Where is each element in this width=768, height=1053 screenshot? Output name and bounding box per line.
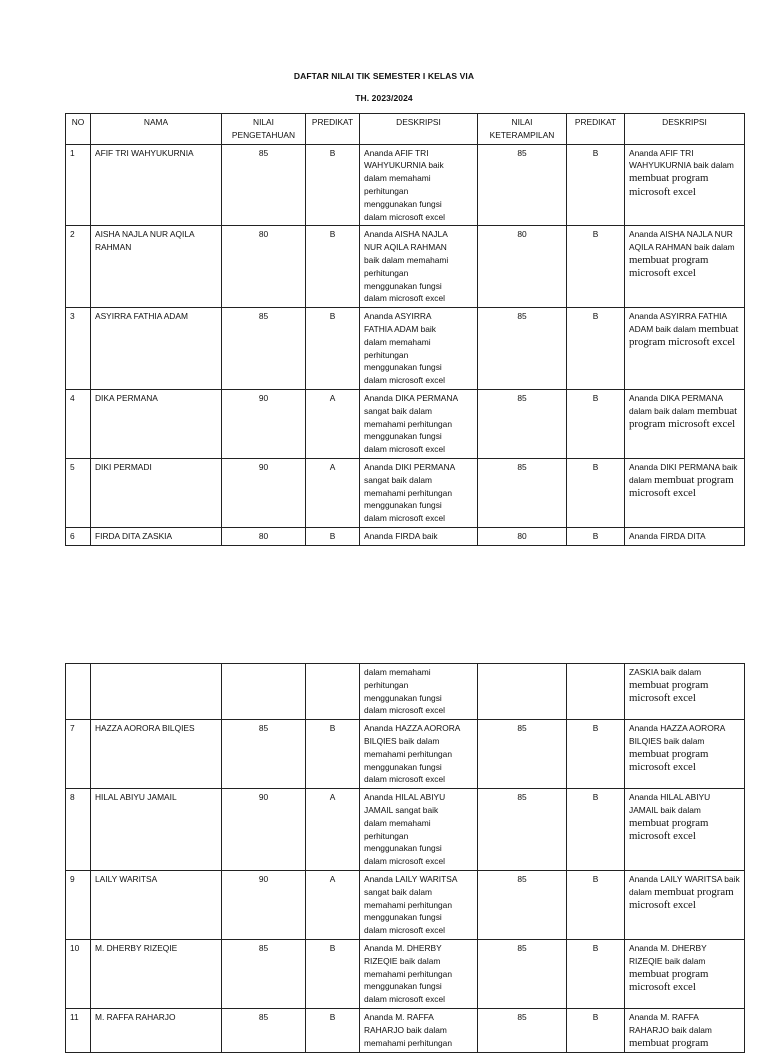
cell-nilai-keterampilan: 85	[478, 458, 567, 527]
cell-nilai-pengetahuan: 90	[222, 870, 306, 939]
cell-deskripsi-pengetahuan	[360, 720, 478, 789]
cell-deskripsi-keterampilan	[625, 458, 745, 527]
cell-nama: DIKA PERMANA	[91, 389, 222, 458]
cell-nama: M. DHERBY RIZEQIE	[91, 939, 222, 1008]
deskripsi-pengetahuan-line: menggunakan fungsi	[364, 843, 442, 854]
deskripsi-pengetahuan-line: memahami perhitungan	[364, 968, 452, 979]
deskripsi-pengetahuan-line: dalam memahami	[364, 173, 431, 184]
cell-nilai-pengetahuan: 90	[222, 789, 306, 871]
deskripsi-keterampilan-intro: Ananda FIRDA DITA	[629, 530, 706, 541]
deskripsi-pengetahuan-line: Ananda FIRDA baik	[364, 530, 438, 541]
deskripsi-keterampilan-detail: membuat program microsoft excel	[629, 404, 738, 431]
cell-deskripsi-keterampilan	[625, 1008, 745, 1052]
cell-deskripsi-keterampilan	[625, 720, 745, 789]
deskripsi-pengetahuan-line: RAHARJO baik dalam	[364, 1024, 447, 1035]
cell-nama: AISHA NAJLA NUR AQILA RAHMAN	[91, 226, 222, 308]
cell-nilai-pengetahuan	[222, 664, 306, 720]
cell-nilai-pengetahuan: 80	[222, 527, 306, 545]
table-row	[66, 458, 745, 527]
header-predikat-1: PREDIKAT	[306, 114, 360, 145]
cell-predikat-keterampilan	[567, 664, 625, 720]
cell-deskripsi-pengetahuan	[360, 389, 478, 458]
cell-nilai-keterampilan: 85	[478, 720, 567, 789]
cell-no: 1	[66, 144, 91, 226]
cell-nilai-pengetahuan: 90	[222, 458, 306, 527]
deskripsi-keterampilan-intro: Ananda DIKA PERMANA dalam baik dalam	[629, 392, 723, 416]
deskripsi-pengetahuan-line: baik dalam memahami	[364, 254, 449, 265]
cell-deskripsi-pengetahuan	[360, 226, 478, 308]
deskripsi-pengetahuan-line: Ananda HAZZA AORORA	[364, 723, 461, 734]
deskripsi-keterampilan-detail: membuat program microsoft excel	[629, 253, 709, 280]
cell-predikat-keterampilan: B	[567, 939, 625, 1008]
cell-no: 7	[66, 720, 91, 789]
deskripsi-keterampilan-intro: Ananda AFIF TRI WAHYUKURNIA baik dalam	[629, 147, 734, 171]
deskripsi-pengetahuan-line: dalam microsoft excel	[364, 994, 445, 1005]
deskripsi-pengetahuan-line: FATHIA ADAM baik	[364, 323, 436, 334]
table-row	[66, 527, 745, 545]
deskripsi-keterampilan-detail: membuat program microsoft excel	[629, 322, 739, 349]
cell-nilai-keterampilan: 85	[478, 789, 567, 871]
deskripsi-pengetahuan-line: dalam microsoft excel	[364, 293, 445, 304]
cell-no: 6	[66, 527, 91, 545]
cell-predikat-pengetahuan: B	[306, 720, 360, 789]
deskripsi-pengetahuan-line: menggunakan fungsi	[364, 431, 442, 442]
deskripsi-pengetahuan-line: Ananda LAILY WARITSA	[364, 873, 458, 884]
cell-deskripsi-pengetahuan	[360, 458, 478, 527]
deskripsi-pengetahuan-line: Ananda DIKA PERMANA	[364, 392, 459, 403]
cell-predikat-pengetahuan: B	[306, 144, 360, 226]
cell-predikat-keterampilan: B	[567, 458, 625, 527]
cell-no: 8	[66, 789, 91, 871]
deskripsi-pengetahuan-line: Ananda HILAL ABIYU	[364, 792, 446, 803]
cell-no: 3	[66, 308, 91, 390]
cell-nama: HILAL ABIYU JAMAIL	[91, 789, 222, 871]
cell-deskripsi-keterampilan	[625, 226, 745, 308]
deskripsi-pengetahuan-line: Ananda M. RAFFA	[364, 1011, 434, 1022]
deskripsi-keterampilan-detail: membuat program microsoft excel	[629, 678, 709, 705]
cell-deskripsi-pengetahuan	[360, 1008, 478, 1052]
deskripsi-pengetahuan-line: menggunakan fungsi	[364, 198, 442, 209]
grade-table-page-1	[65, 113, 745, 546]
cell-deskripsi-pengetahuan	[360, 789, 478, 871]
cell-predikat-keterampilan: B	[567, 789, 625, 871]
cell-predikat-pengetahuan: B	[306, 308, 360, 390]
deskripsi-keterampilan-detail: membuat program microsoft excel	[629, 473, 734, 500]
deskripsi-keterampilan-intro: Ananda M. RAFFA RAHARJO baik dalam	[629, 1011, 712, 1035]
deskripsi-pengetahuan-line: dalam microsoft excel	[364, 856, 445, 867]
table-row	[66, 1008, 745, 1052]
deskripsi-pengetahuan-line: dalam microsoft excel	[364, 375, 445, 386]
header-no: NO	[66, 114, 91, 145]
deskripsi-pengetahuan-line: perhitungan	[364, 185, 409, 196]
deskripsi-pengetahuan-line: perhitungan	[364, 267, 409, 278]
deskripsi-pengetahuan-line: Ananda AISHA NAJLA	[364, 229, 448, 240]
deskripsi-pengetahuan-line: sangat baik dalam	[364, 886, 432, 897]
deskripsi-pengetahuan-line: memahami perhitungan	[364, 418, 452, 429]
cell-deskripsi-pengetahuan	[360, 308, 478, 390]
cell-predikat-keterampilan: B	[567, 527, 625, 545]
cell-predikat-pengetahuan: B	[306, 527, 360, 545]
deskripsi-pengetahuan-line: Ananda ASYIRRA	[364, 311, 432, 322]
cell-predikat-pengetahuan: A	[306, 458, 360, 527]
table-row	[66, 308, 745, 390]
deskripsi-pengetahuan-line: menggunakan fungsi	[364, 692, 442, 703]
deskripsi-pengetahuan-line: dalam microsoft excel	[364, 774, 445, 785]
cell-deskripsi-keterampilan	[625, 939, 745, 1008]
cell-nilai-pengetahuan: 85	[222, 939, 306, 1008]
header-nilai-pengetahuan-line: NILAI	[253, 117, 274, 127]
cell-nilai-pengetahuan: 85	[222, 1008, 306, 1052]
deskripsi-pengetahuan-line: menggunakan fungsi	[364, 912, 442, 923]
document-title: DAFTAR NILAI TIK SEMESTER I KELAS VIA	[293, 71, 475, 81]
cell-no: 5	[66, 458, 91, 527]
table-row	[66, 226, 745, 308]
document-year: TH. 2023/2024	[355, 93, 413, 103]
cell-nilai-pengetahuan: 85	[222, 308, 306, 390]
deskripsi-pengetahuan-line: sangat baik dalam	[364, 474, 432, 485]
deskripsi-pengetahuan-line: menggunakan fungsi	[364, 362, 442, 373]
cell-predikat-keterampilan: B	[567, 144, 625, 226]
deskripsi-keterampilan-detail: membuat program microsoft excel	[629, 172, 709, 198]
cell-deskripsi-keterampilan	[625, 389, 745, 458]
cell-deskripsi-pengetahuan	[360, 939, 478, 1008]
header-nilai-pengetahuan-line: PENGETAHUAN	[231, 129, 296, 140]
cell-predikat-keterampilan: B	[567, 389, 625, 458]
cell-no: 4	[66, 389, 91, 458]
cell-no: 10	[66, 939, 91, 1008]
cell-nilai-pengetahuan: 90	[222, 389, 306, 458]
cell-predikat-pengetahuan: B	[306, 939, 360, 1008]
cell-no: 11	[66, 1008, 91, 1052]
cell-nilai-keterampilan: 85	[478, 1008, 567, 1052]
cell-nilai-pengetahuan: 80	[222, 226, 306, 308]
deskripsi-keterampilan-intro: Ananda HAZZA AORORA BILQIES baik dalam	[629, 723, 725, 746]
deskripsi-pengetahuan-line: WAHYUKURNIA baik	[364, 160, 444, 171]
deskripsi-keterampilan-detail: membuat program microsoft excel	[629, 816, 709, 843]
cell-predikat-pengetahuan: A	[306, 870, 360, 939]
cell-predikat-keterampilan: B	[567, 308, 625, 390]
deskripsi-pengetahuan-line: dalam memahami	[364, 817, 431, 828]
deskripsi-pengetahuan-line: dalam microsoft excel	[364, 444, 445, 455]
cell-predikat-keterampilan: B	[567, 1008, 625, 1052]
cell-nilai-pengetahuan: 85	[222, 720, 306, 789]
cell-nilai-keterampilan	[478, 664, 567, 720]
cell-nilai-keterampilan: 85	[478, 939, 567, 1008]
table-row	[66, 939, 745, 1008]
header-nama: NAMA	[91, 114, 222, 145]
deskripsi-pengetahuan-line: menggunakan fungsi	[364, 981, 442, 992]
deskripsi-keterampilan-intro: Ananda DIKI PERMANA baik dalam	[629, 461, 738, 485]
deskripsi-pengetahuan-line: memahami perhitungan	[364, 487, 452, 498]
deskripsi-keterampilan-detail: membuat program microsoft excel	[629, 747, 709, 774]
cell-nilai-keterampilan: 85	[478, 144, 567, 226]
deskripsi-pengetahuan-line: Ananda AFIF TRI	[364, 147, 429, 158]
deskripsi-pengetahuan-line: memahami perhitungan	[364, 899, 452, 910]
header-predikat-2: PREDIKAT	[567, 114, 625, 145]
cell-predikat-pengetahuan: A	[306, 789, 360, 871]
deskripsi-pengetahuan-line: Ananda DIKI PERMANA	[364, 461, 456, 472]
cell-nama: ASYIRRA FATHIA ADAM	[91, 308, 222, 390]
cell-nilai-keterampilan: 85	[478, 308, 567, 390]
cell-predikat-pengetahuan: B	[306, 226, 360, 308]
deskripsi-keterampilan-intro: ZASKIA baik dalam	[629, 667, 702, 677]
deskripsi-pengetahuan-line: BILQIES baik dalam	[364, 735, 440, 746]
cell-deskripsi-pengetahuan	[360, 870, 478, 939]
deskripsi-keterampilan-detail: membuat program microsoft excel	[629, 967, 709, 994]
header-deskripsi-2: DESKRIPSI	[625, 114, 745, 145]
deskripsi-pengetahuan-line: dalam microsoft excel	[364, 925, 445, 936]
deskripsi-pengetahuan-line: menggunakan fungsi	[364, 761, 442, 772]
cell-deskripsi-keterampilan	[625, 870, 745, 939]
cell-deskripsi-keterampilan	[625, 308, 745, 390]
deskripsi-pengetahuan-line: dalam memahami	[364, 336, 431, 347]
cell-nama: FIRDA DITA ZASKIA	[91, 527, 222, 545]
deskripsi-pengetahuan-line: JAMAIL sangat baik	[364, 804, 439, 815]
deskripsi-pengetahuan-line: perhitungan	[364, 349, 409, 360]
deskripsi-pengetahuan-line: perhitungan	[364, 679, 409, 690]
deskripsi-pengetahuan-line: memahami perhitungan	[364, 1037, 452, 1048]
cell-no: 2	[66, 226, 91, 308]
deskripsi-pengetahuan-line: dalam microsoft excel	[364, 513, 445, 524]
cell-nama: DIKI PERMADI	[91, 458, 222, 527]
deskripsi-keterampilan-intro: Ananda ASYIRRA FATHIA ADAM baik dalam	[629, 311, 727, 334]
table-row	[66, 664, 745, 720]
header-row	[66, 114, 745, 145]
cell-nilai-pengetahuan: 85	[222, 144, 306, 226]
cell-nama	[91, 664, 222, 720]
grade-table-page-2	[65, 663, 745, 1053]
header-nilai-keterampilan-line: KETERAMPILAN	[489, 129, 555, 140]
deskripsi-pengetahuan-line: Ananda M. DHERBY	[364, 942, 442, 953]
table-row	[66, 789, 745, 871]
deskripsi-keterampilan-intro: Ananda M. DHERBY RIZEQIE baik dalam	[629, 942, 707, 966]
deskripsi-pengetahuan-line: dalam microsoft excel	[364, 211, 445, 222]
deskripsi-pengetahuan-line: memahami perhitungan	[364, 748, 452, 759]
table-row	[66, 144, 745, 226]
cell-nama: LAILY WARITSA	[91, 870, 222, 939]
cell-predikat-pengetahuan: A	[306, 389, 360, 458]
cell-nilai-keterampilan: 80	[478, 226, 567, 308]
cell-nama: HAZZA AORORA BILQIES	[91, 720, 222, 789]
deskripsi-keterampilan-intro: Ananda LAILY WARITSA baik dalam	[629, 873, 740, 897]
cell-no: 9	[66, 870, 91, 939]
table-row	[66, 720, 745, 789]
deskripsi-pengetahuan-line: NUR AQILA RAHMAN	[364, 242, 447, 253]
cell-deskripsi-pengetahuan	[360, 527, 478, 545]
cell-deskripsi-keterampilan	[625, 527, 745, 545]
deskripsi-pengetahuan-line: RIZEQIE baik dalam	[364, 955, 441, 966]
deskripsi-keterampilan-intro: Ananda HILAL ABIYU JAMAIL baik dalam	[629, 792, 711, 815]
header-nilai-pengetahuan	[222, 114, 306, 145]
cell-deskripsi-keterampilan	[625, 664, 745, 720]
cell-nilai-keterampilan: 80	[478, 527, 567, 545]
deskripsi-pengetahuan-line: sangat baik dalam	[364, 405, 432, 416]
cell-deskripsi-pengetahuan	[360, 664, 478, 720]
deskripsi-pengetahuan-line: dalam memahami	[364, 667, 431, 677]
deskripsi-keterampilan-detail: membuat program	[629, 1036, 709, 1049]
cell-no	[66, 664, 91, 720]
table-row	[66, 389, 745, 458]
header-nilai-keterampilan-line: NILAI	[511, 117, 533, 127]
cell-predikat-keterampilan: B	[567, 870, 625, 939]
cell-predikat-keterampilan: B	[567, 720, 625, 789]
deskripsi-keterampilan-intro: Ananda AISHA NAJLA NUR AQILA RAHMAN baik dalam	[629, 229, 735, 253]
cell-nama: M. RAFFA RAHARJO	[91, 1008, 222, 1052]
cell-nilai-keterampilan: 85	[478, 389, 567, 458]
cell-predikat-pengetahuan	[306, 664, 360, 720]
cell-predikat-pengetahuan: B	[306, 1008, 360, 1052]
deskripsi-pengetahuan-line: perhitungan	[364, 830, 409, 841]
cell-predikat-keterampilan: B	[567, 226, 625, 308]
cell-nama: AFIF TRI WAHYUKURNIA	[91, 144, 222, 226]
cell-deskripsi-keterampilan	[625, 144, 745, 226]
cell-nilai-keterampilan: 85	[478, 870, 567, 939]
deskripsi-keterampilan-detail: membuat program microsoft excel	[629, 885, 734, 912]
cell-deskripsi-keterampilan	[625, 789, 745, 871]
deskripsi-pengetahuan-line: menggunakan fungsi	[364, 500, 442, 511]
header-deskripsi-1: DESKRIPSI	[360, 114, 478, 145]
table-row	[66, 870, 745, 939]
deskripsi-pengetahuan-line: menggunakan fungsi	[364, 280, 442, 291]
cell-deskripsi-pengetahuan	[360, 144, 478, 226]
deskripsi-pengetahuan-line: dalam microsoft excel	[364, 705, 445, 716]
header-nilai-keterampilan	[478, 114, 567, 145]
